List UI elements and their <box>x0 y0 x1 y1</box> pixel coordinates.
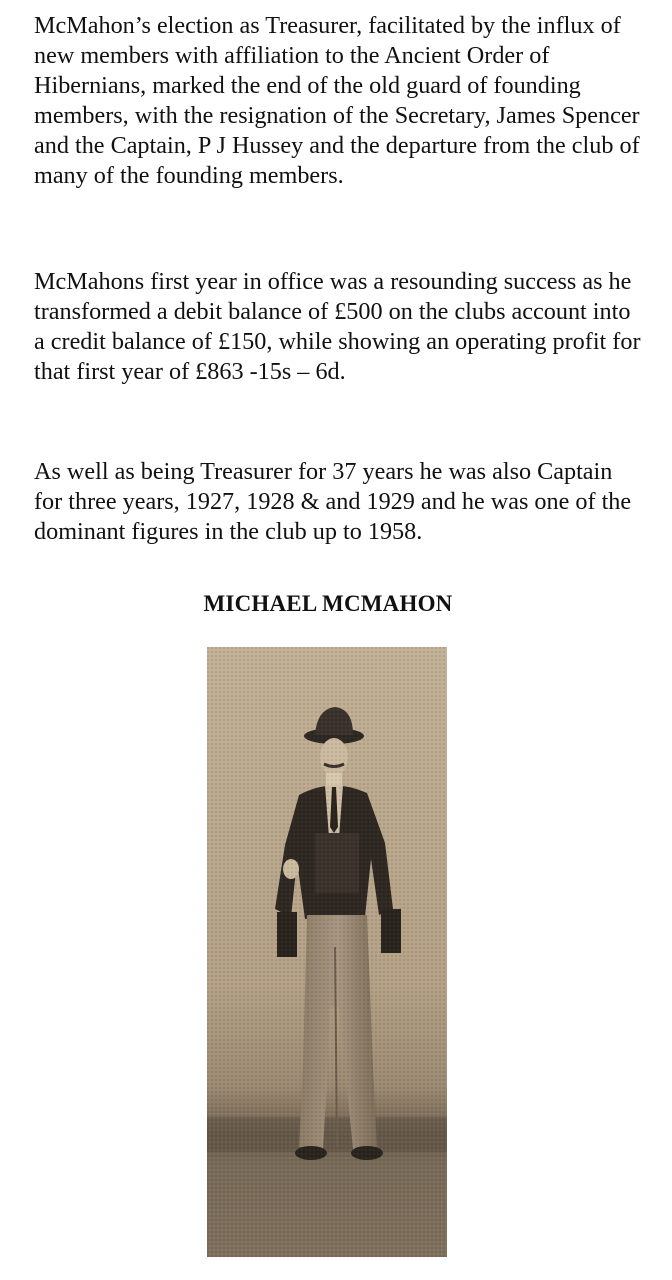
photo-caption: MICHAEL MCMAHON <box>203 591 453 616</box>
portrait-photo <box>207 647 447 1257</box>
paragraph-treasurer-captain: As well as being Treasurer for 37 years he was also Captain for three years, 1927, 1928 & and 1929 and he was one of the dominant figures in the club up to 1958. <box>34 458 632 545</box>
paragraph-first-year: McMahons first year in office was a resounding success as he transformed a debit balance of £500 on the clubs account into a credit balance of £150, while showing an operating profit for that first year of £863 -15s – 6d. <box>34 268 641 385</box>
paragraph-election: McMahon’s election as Treasurer, facilitated by the influx of new members with affiliation to the Ancient Order of Hibernians, marked the end of the old guard of founding members, with the resignation of the Secretary, James Spencer and the Captain, P J Hussey and the departure from the club of many of the founding members. <box>34 12 640 189</box>
